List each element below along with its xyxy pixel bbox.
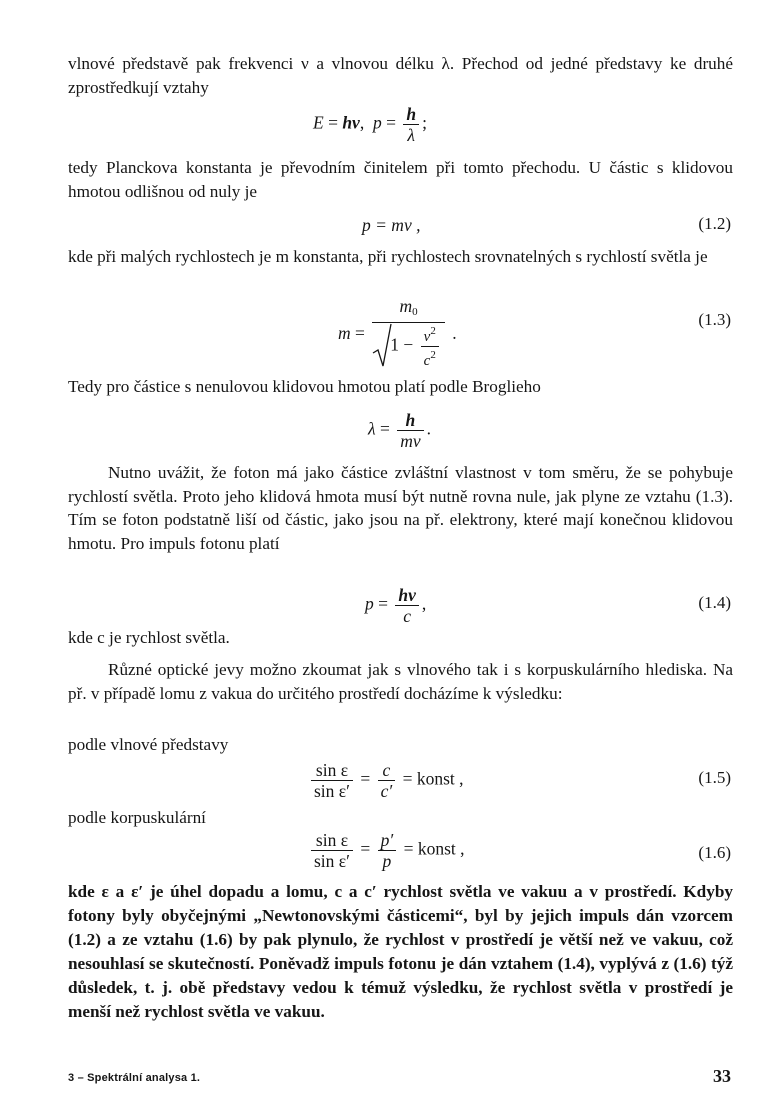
fraction-c-over-cprime: $\frac{c}{c'}$ bbox=[378, 760, 396, 801]
fraction-sin-ratio-wave: $\frac{\text{sin ε}}{\text{sin ε′}}$ bbox=[311, 760, 353, 801]
fraction-h-over-mv: $\frac{h}{mv}$ bbox=[397, 410, 423, 451]
fraction-pprime-over-p: $\frac{p'}{p}$ bbox=[378, 830, 397, 871]
equation-1-6: $\frac{\text{sin ε}}{\text{sin ε′}}$ = $\frac{p'}{p}$ = konst , bbox=[308, 830, 465, 871]
fraction-h-over-lambda: $\frac{h}{\lambda}$ bbox=[403, 104, 419, 145]
fraction-relativistic-mass: $m_0$ 1 − $\frac{v^2}{c^2}$ bbox=[372, 296, 445, 370]
square-root-sign bbox=[372, 323, 392, 367]
equation-broglie: λ = $\frac{h}{mv}$ . bbox=[368, 410, 431, 451]
paragraph-2: tedy Planckova konstanta je převodním činitelem při tomto přechodu. U částic s klidovou hmotou odlišnou od nuly je bbox=[68, 158, 733, 201]
equation-1-5: $\frac{\text{sin ε}}{\text{sin ε′}}$ = $\frac{c}{c'}$ = konst , bbox=[308, 760, 464, 801]
paragraph-5: Nutno uvážit, že foton má jako částice zvláštní vlastnost v tom směru, že se pohybuje rychlostí světla. Proto jeho klidová hmota musí být nutně rovna nule, jak plyne ze vztahu (1.3). Tím se foton podstatně liší od částic, jako jsou na př. elektrony, které mají konečnou klidovou hmotu. Pro impuls fotonu platí bbox=[68, 463, 733, 553]
paragraph-4: Tedy pro částice s nenulovou klidovou hmotou platí podle Broglieho bbox=[68, 377, 541, 396]
paragraph-9: podle korpuskulární bbox=[68, 808, 206, 827]
fraction-v2-over-c2: $\frac{v^2}{c^2}$ bbox=[421, 323, 439, 370]
fraction-hv-over-c: $\frac{h\nu}{c}$ bbox=[395, 585, 419, 626]
fraction-sin-ratio-corpuscular: $\frac{\text{sin ε}}{\text{sin ε′}}$ bbox=[311, 830, 353, 871]
equation-number-1-5: (1.5) bbox=[698, 768, 731, 787]
page-number: 33 bbox=[713, 1066, 731, 1086]
footer-signature: 3 – Spektrální analysa 1. bbox=[68, 1072, 201, 1084]
paragraph-1: vlnové představě pak frekvenci ν a vlnovou délku λ. Přechod od jedné představy ke druhé zprostředkují vztahy bbox=[68, 54, 733, 97]
paragraph-7: Různé optické jevy možno zkoumat jak s vlnového tak i s korpuskulárního hlediska. Na př. v případě lomu z vakua do určitého prostředí docházíme k výsledku: bbox=[68, 660, 733, 703]
equation-1-3: m = $m_0$ 1 − $\frac{v^2}{c^2}$ . bbox=[338, 296, 457, 369]
paragraph-3: kde při malých rychlostech je m konstanta, při rychlostech srovnatelných s rychlostí světla je bbox=[68, 247, 708, 266]
paragraph-6: kde c je rychlost světla. bbox=[68, 628, 230, 647]
paragraph-10: kde ε a ε′ je úhel dopadu a lomu, c a c′ rychlost světla ve vakuu a v prostředí. Kdyby fotony byly obyčejnými „Newtonovskými částicemi“, byl by jejich impuls dán vzorcem (1.2) a ze vztahu (1.6) by pak plynulo, že rychlost v prostředí je větší než ve vakuu, což nesouhlasí se skutečností. Poněvadž impuls fotonu je dán vztahem (1.4), vyplývá z (1.6) týž důsledek, t. j. obě představy vedou k témuž výsledku, že rychlost světla v prostředí je menší než rychlost světla ve vakuu. bbox=[68, 882, 733, 1021]
equation-number-1-3: (1.3) bbox=[698, 310, 731, 329]
equation-number-1-4: (1.4) bbox=[698, 593, 731, 612]
equation-number-1-6: (1.6) bbox=[698, 843, 731, 862]
equation-number-1-2: (1.2) bbox=[698, 214, 731, 233]
paragraph-8: podle vlnové představy bbox=[68, 735, 229, 754]
equation-1-2: p = mv , bbox=[362, 215, 421, 235]
equation-energy-momentum: E = hν, p = $\frac{h}{\lambda}$ ; bbox=[313, 104, 427, 145]
equation-1-4: p = $\frac{h\nu}{c}$ , bbox=[365, 585, 427, 626]
